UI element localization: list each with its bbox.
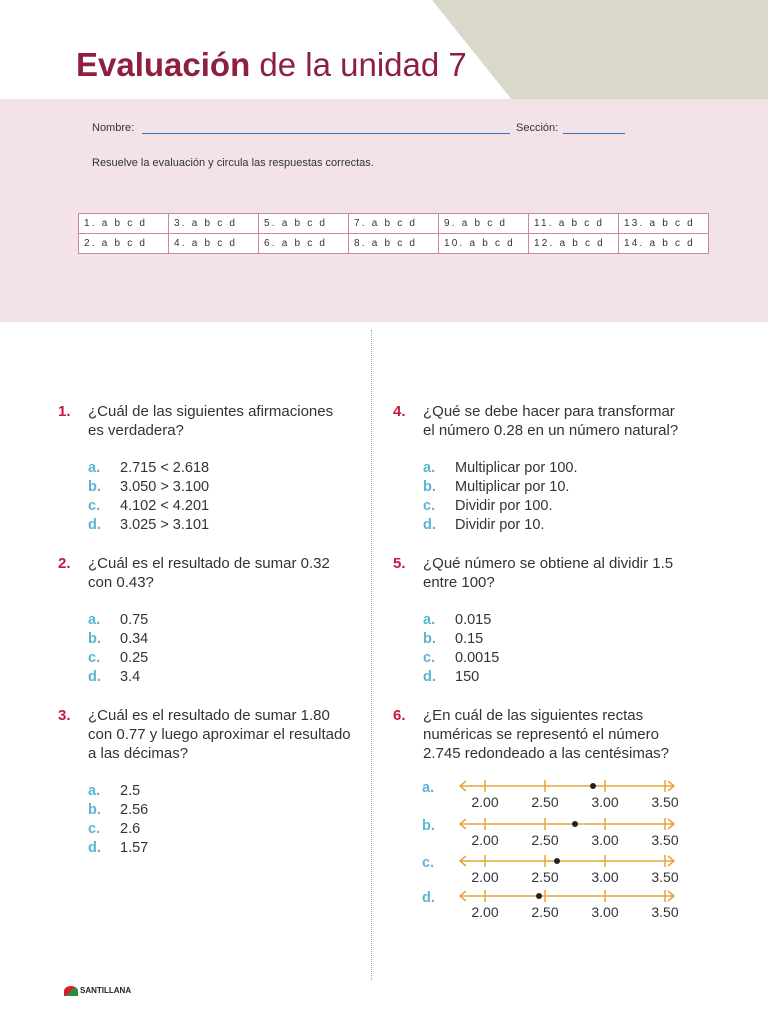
tick-label: 3.50 [651, 869, 679, 885]
tick-label: 3.50 [651, 794, 679, 810]
name-field[interactable] [142, 133, 510, 134]
tick-label: 2.00 [471, 794, 499, 810]
number-line [452, 855, 682, 891]
point-marker [572, 821, 578, 827]
answer-grid [78, 213, 709, 254]
tick-label: 3.00 [591, 794, 619, 810]
question-text: ¿Cuál es el resultado de sumar 0.32 con 0.43? [88, 555, 330, 591]
tick-label: 2.00 [471, 869, 499, 885]
option-letter: b. [422, 818, 435, 834]
tick-label: 3.50 [651, 904, 679, 920]
answer-cell[interactable]: 7. a b c d [349, 214, 439, 234]
number-line-option[interactable] [422, 855, 682, 891]
tick-label: 2.50 [531, 904, 559, 920]
point-marker [554, 858, 560, 864]
number-line [452, 890, 682, 926]
option-letter: c. [422, 855, 435, 871]
number-line [452, 818, 682, 854]
option-letter: a. [422, 780, 435, 796]
tick-label: 2.50 [531, 832, 559, 848]
instructions: Resuelve la evaluación y circula las respuestas correctas. [92, 157, 374, 169]
section-field[interactable] [563, 133, 625, 134]
question-number: 5. [393, 555, 406, 572]
number-line-option[interactable] [422, 818, 682, 854]
number-line [452, 780, 682, 816]
point-marker [590, 783, 596, 789]
answer-cell[interactable]: 3. a b c d [169, 214, 259, 234]
section-label: Sección: [516, 122, 559, 134]
question-text: ¿Qué número se obtiene al dividir 1.5 entre 100? [423, 555, 674, 591]
answer-cell[interactable]: 1. a b c d [79, 214, 169, 234]
answer-cell[interactable]: 12. a b c d [529, 234, 619, 254]
point-marker [536, 893, 542, 899]
answer-cell[interactable]: 13. a b c d [619, 214, 709, 234]
question-text: ¿Cuál de las siguientes afirmaciones es verdadera? [88, 403, 334, 439]
question-number: 3. [58, 707, 71, 724]
page-title: Evaluación de la unidad 7 [76, 46, 467, 83]
answer-cell[interactable]: 2. a b c d [79, 234, 169, 254]
answer-cell[interactable]: 4. a b c d [169, 234, 259, 254]
tick-label: 3.50 [651, 832, 679, 848]
question-number: 6. [393, 707, 406, 724]
answer-cell[interactable]: 5. a b c d [259, 214, 349, 234]
number-line-option[interactable] [422, 780, 682, 816]
tick-label: 3.00 [591, 832, 619, 848]
tick-label: 2.50 [531, 794, 559, 810]
answer-cell[interactable]: 14. a b c d [619, 234, 709, 254]
name-label: Nombre: [92, 122, 135, 134]
tick-label: 2.00 [471, 832, 499, 848]
answer-cell[interactable]: 11. a b c d [529, 214, 619, 234]
answer-cell[interactable]: 6. a b c d [259, 234, 349, 254]
publisher-logo: SANTILLANA [64, 986, 131, 996]
answer-cell[interactable]: 8. a b c d [349, 234, 439, 254]
question-text: ¿Cuál es el resultado de sumar 1.80 con 0.77 y luego aproximar el resultado a las décimas? [88, 707, 351, 762]
question-text: ¿Qué se debe hacer para transformar el número 0.28 en un número natural? [423, 403, 679, 439]
answer-cell[interactable]: 9. a b c d [439, 214, 529, 234]
tick-label: 2.00 [471, 904, 499, 920]
option-letter: d. [422, 890, 435, 906]
column-divider [371, 330, 372, 980]
santillana-logo-icon [64, 986, 78, 996]
question-number: 4. [393, 403, 406, 420]
header-corner-decoration [432, 0, 768, 100]
question-number: 1. [58, 403, 71, 420]
number-line-option[interactable] [422, 890, 682, 926]
tick-label: 3.00 [591, 869, 619, 885]
tick-label: 3.00 [591, 904, 619, 920]
answer-cell[interactable]: 10. a b c d [439, 234, 529, 254]
question-text: ¿En cuál de las siguientes rectas numéricas se representó el número 2.745 redondeado a las centésimas? [423, 707, 670, 762]
question-number: 2. [58, 555, 71, 572]
tick-label: 2.50 [531, 869, 559, 885]
